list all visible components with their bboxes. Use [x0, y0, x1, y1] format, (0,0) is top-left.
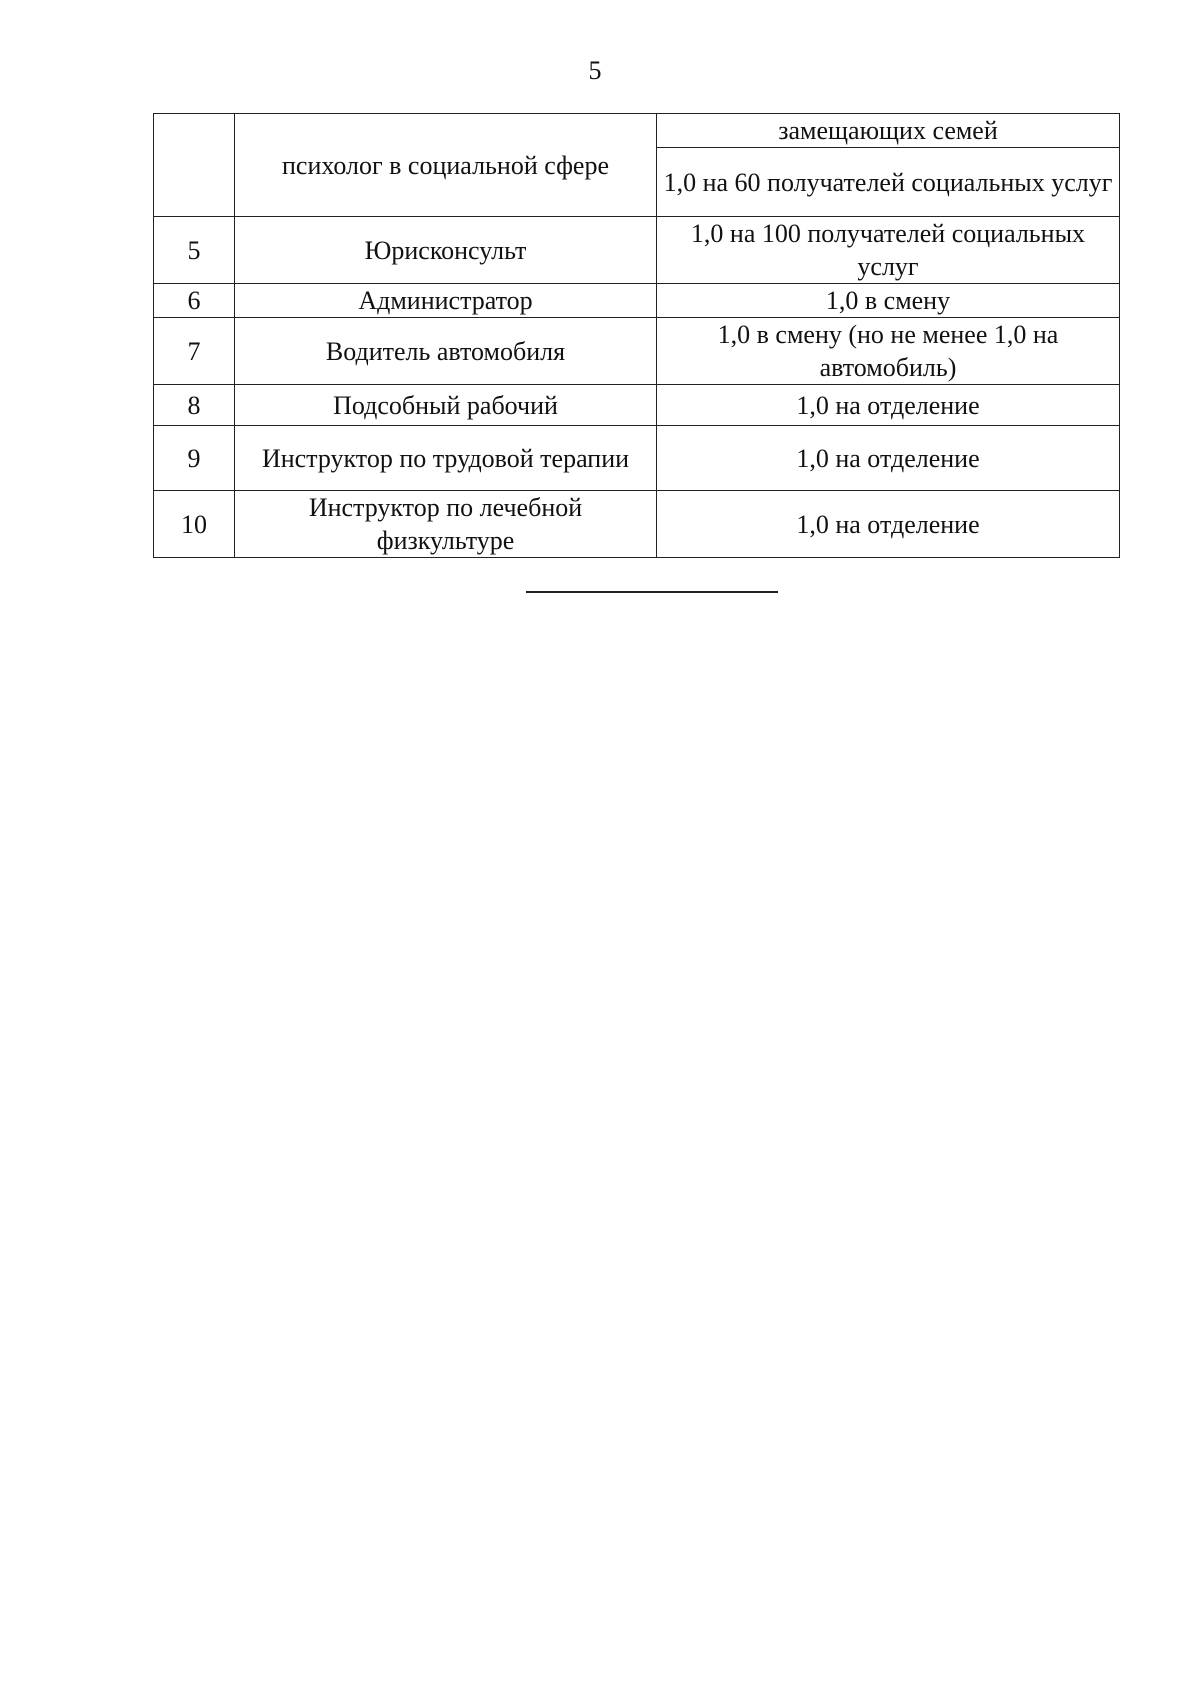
norm-cell: 1,0 в смену (но не менее 1,0 на автомобиль) — [657, 318, 1120, 385]
row-number-cell: 10 — [154, 491, 235, 558]
norm-cell: замещающих семей — [657, 114, 1120, 148]
page-number: 5 — [588, 56, 602, 85]
norm-cell: 1,0 на отделение — [657, 491, 1120, 558]
norm-cell: 1,0 на отделение — [657, 385, 1120, 426]
position-cell: Юрисконсульт — [235, 217, 657, 284]
position-cell: Водитель автомобиля — [235, 318, 657, 385]
end-of-document-rule — [526, 591, 778, 593]
row-number-cell: 9 — [154, 426, 235, 491]
row-number-cell: 7 — [154, 318, 235, 385]
position-cell: Инструктор по трудовой терапии — [235, 426, 657, 491]
position-cell: Инструктор по лечебной физкультуре — [235, 491, 657, 558]
norm-cell: 1,0 на 100 получателей социальных услуг — [657, 217, 1120, 284]
table-row — [154, 284, 1120, 318]
table-row — [154, 318, 1120, 385]
staffing-norms-table — [153, 113, 1120, 558]
position-cell: Администратор — [235, 284, 657, 318]
table-row — [154, 217, 1120, 284]
table-row — [154, 114, 1120, 148]
row-number-cell: 8 — [154, 385, 235, 426]
norm-cell: 1,0 в смену — [657, 284, 1120, 318]
row-number-cell: 6 — [154, 284, 235, 318]
table-row — [154, 385, 1120, 426]
norm-cell: 1,0 на 60 получателей социальных услуг — [657, 148, 1120, 217]
norm-cell: 1,0 на отделение — [657, 426, 1120, 491]
position-cell: психолог в социальной сфере — [235, 114, 657, 217]
table-row — [154, 426, 1120, 491]
row-number-cell — [154, 114, 235, 217]
row-number-cell: 5 — [154, 217, 235, 284]
table-row — [154, 491, 1120, 558]
position-cell: Подсобный рабочий — [235, 385, 657, 426]
